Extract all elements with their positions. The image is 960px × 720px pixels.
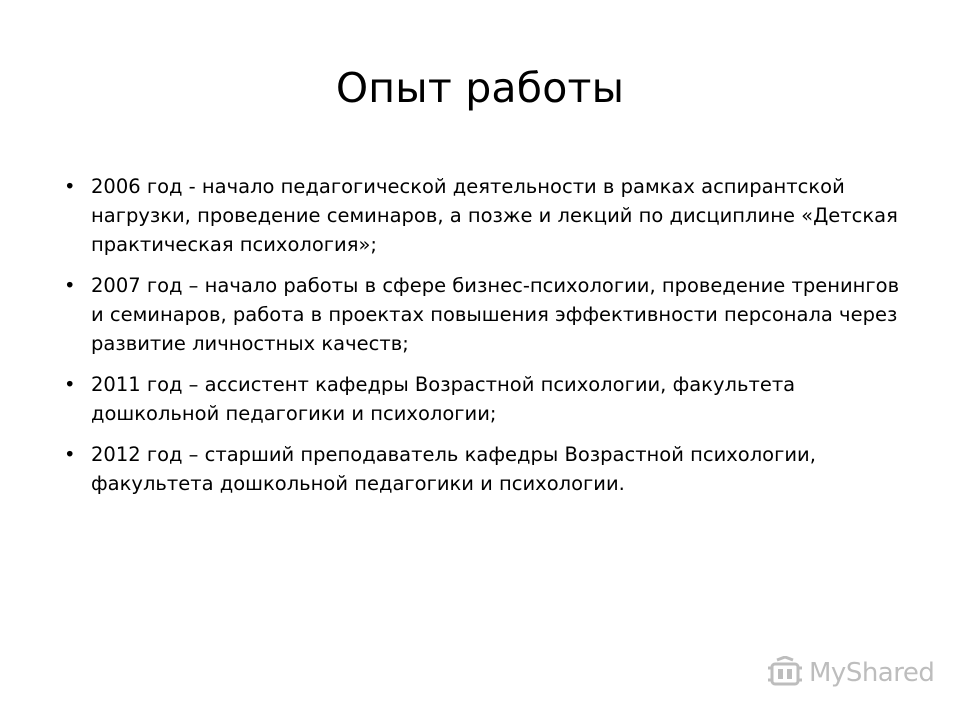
bullet-icon: •	[64, 443, 76, 466]
bullet-icon: •	[64, 373, 76, 396]
list-item-text: 2007 год – начало работы в сфере бизнес-психологии, проведение тренингов и семинаров, работа в проектах повышения эффективности персонала через развитие личностных качеств;	[91, 274, 900, 355]
myshared-logo-text: MyShared	[809, 658, 935, 688]
list-item-text: 2006 год - начало педагогической деятельности в рамках аспирантской нагрузки, проведение семинаров, а позже и лекций по дисциплине «Детская практическая психология»;	[91, 175, 898, 256]
bullet-icon: •	[64, 274, 76, 297]
bullet-icon: •	[64, 175, 76, 198]
list-item	[64, 370, 904, 428]
slide-title: Опыт работы	[335, 64, 625, 112]
myshared-watermark	[766, 655, 934, 691]
myshared-logo-icon	[766, 656, 804, 690]
list-item	[64, 271, 904, 358]
experience-list	[64, 172, 904, 510]
list-item-text: 2012 год – старший преподаватель кафедры Возрастной психологии, факультета дошкольной педагогики и психологии.	[91, 443, 816, 495]
list-item-text: 2011 год – ассистент кафедры Возрастной психологии, факультета дошкольной педагогики и психологии;	[91, 373, 796, 425]
list-item	[64, 172, 904, 259]
list-item	[64, 440, 904, 498]
